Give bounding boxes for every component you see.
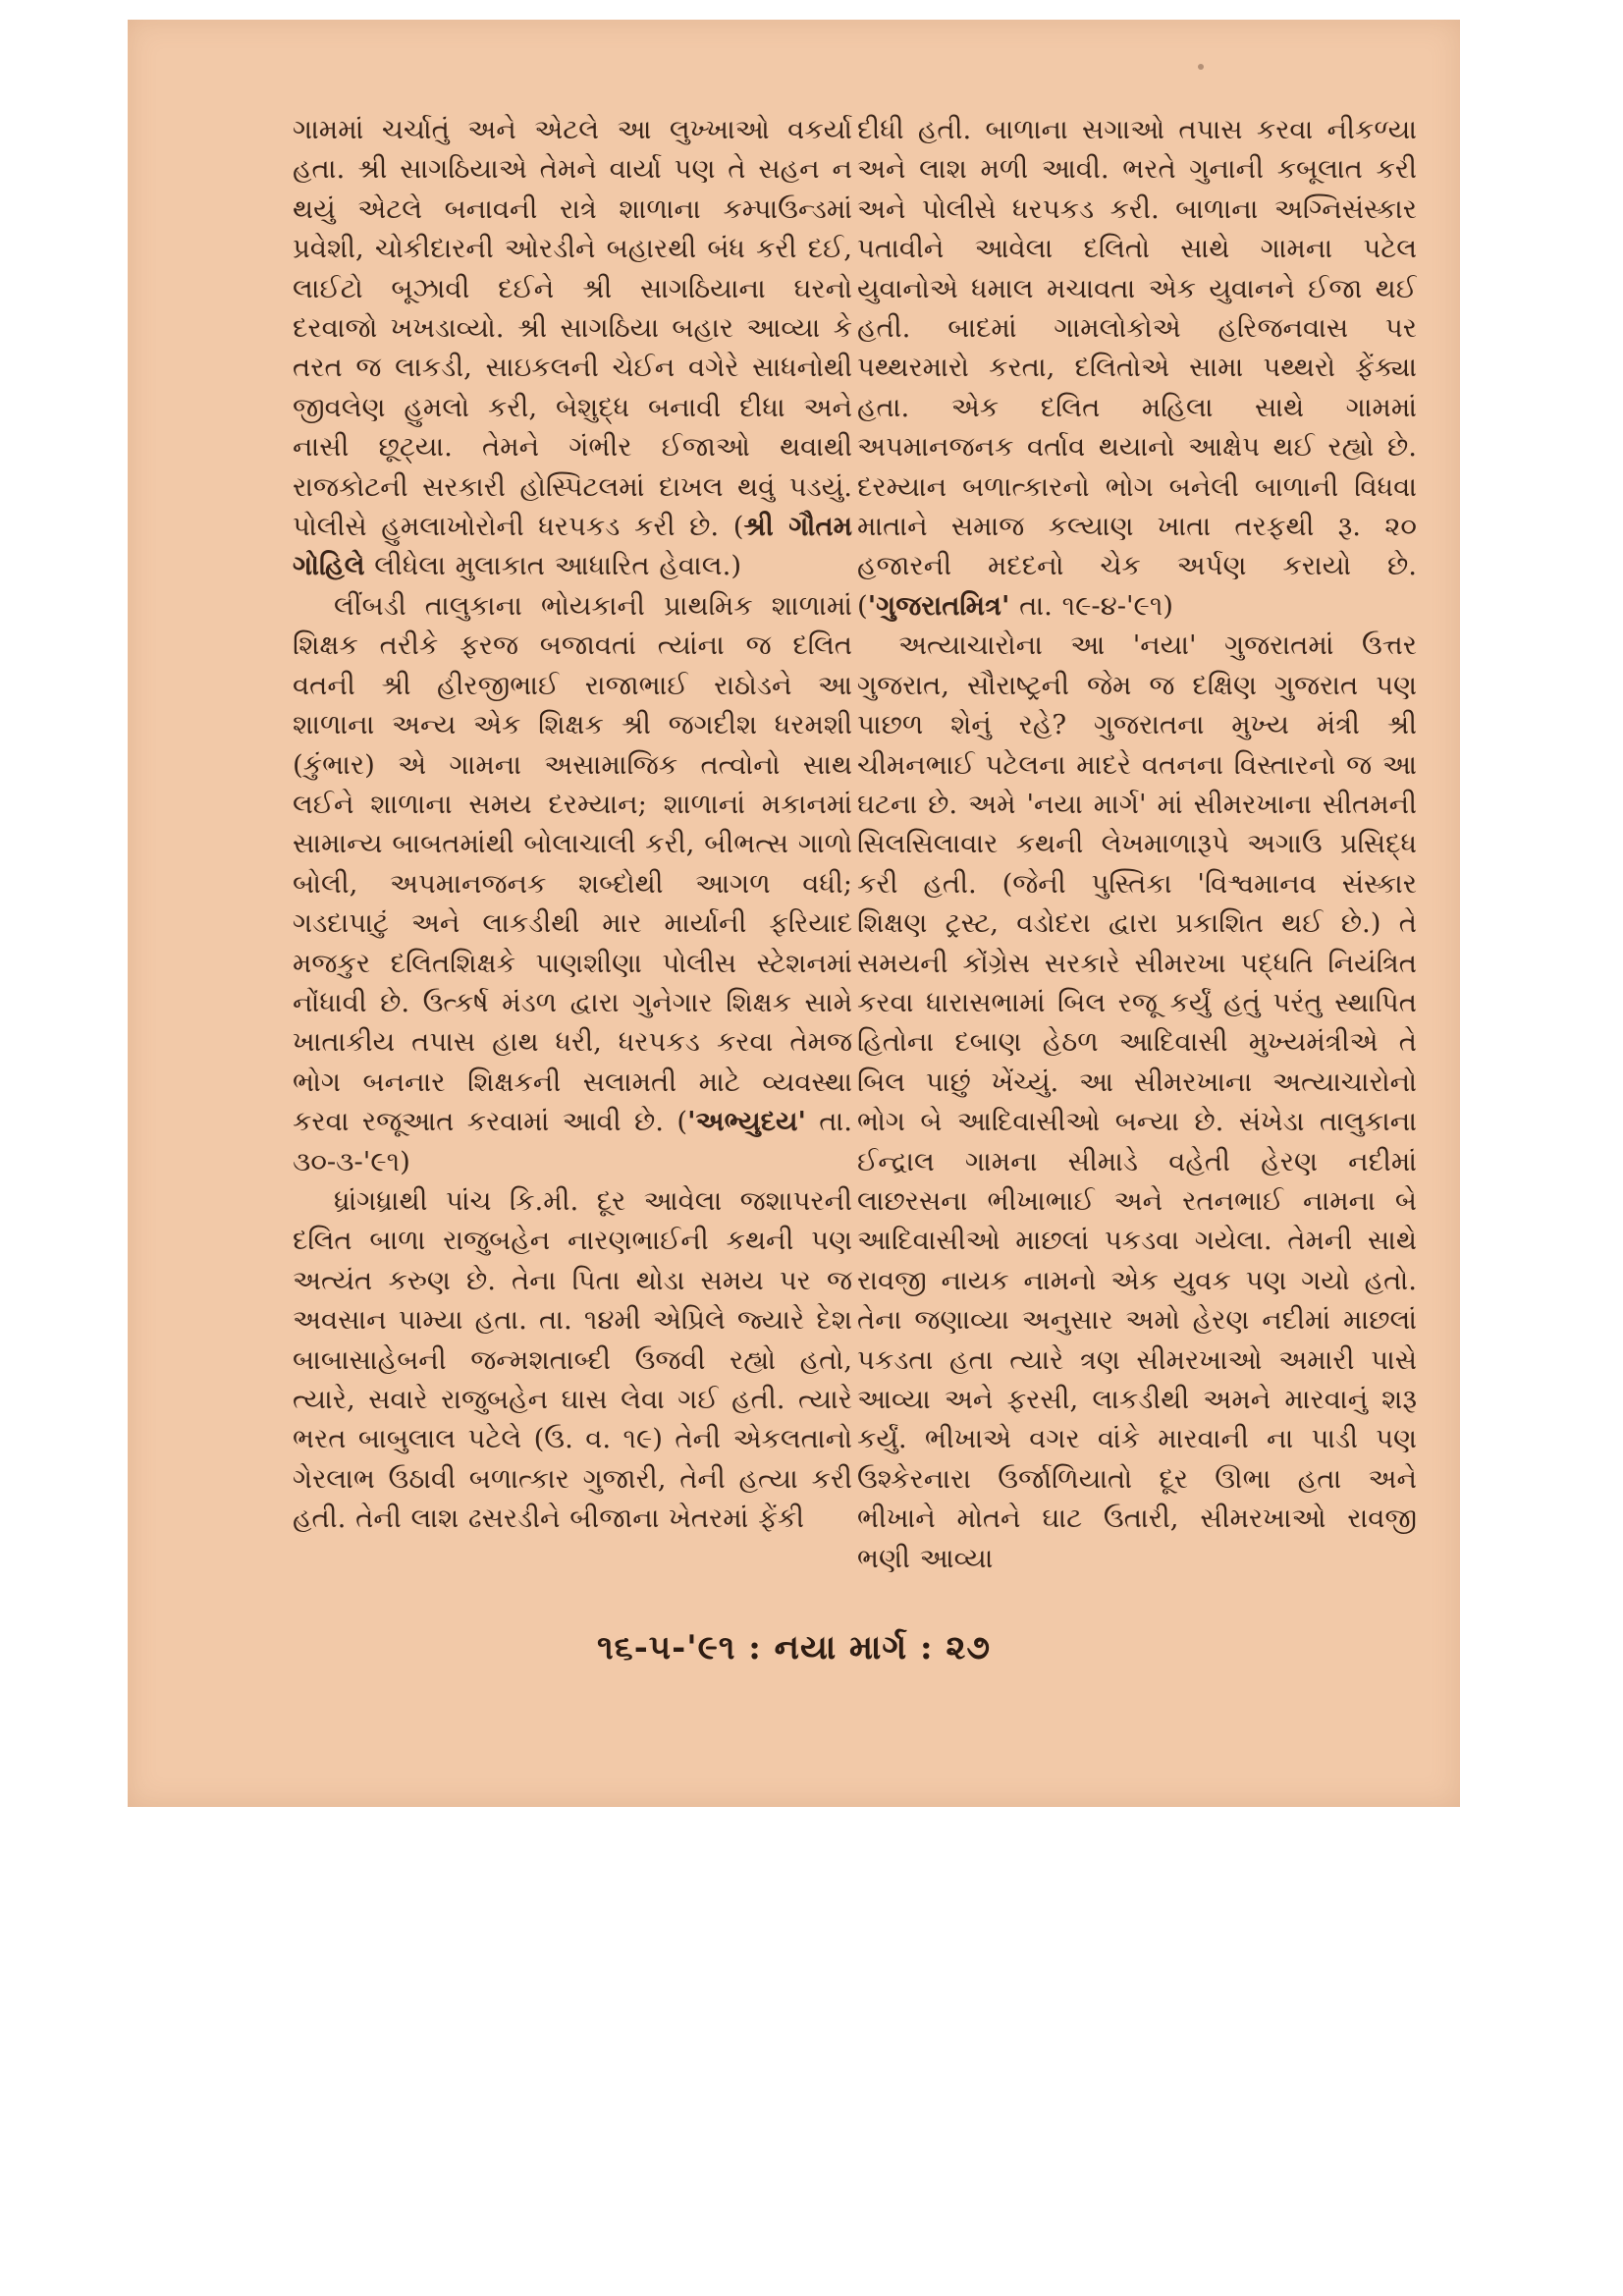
left-paragraph-1-text: ગામમાં ચર્ચાતું અને એટલે આ લુખ્ખાઓ વકર્યા હતા. શ્રી સાગઠિયાએ તેમને વાર્યા પણ તે સહન ન થયું એટલે બનાવની રાત્રે શાળાના કમ્પાઉન્ડમાં પ્રવેશી, ચોકીદારની ઓરડીને બહારથી બંધ કરી દઈ, લાઈટો બૂઝાવી દઈને શ્રી સાગઠિયાના ઘરનો દરવાજો ખખડાવ્યો. શ્રી સાગઠિયા બહાર આવ્યા કે તરત જ લાકડી, સાઇકલની ચેઈન વગેરે સાધનોથી જીવલેણ હુમલો કરી, બેશુદ્ધ બનાવી દીધા અને નાસી છૂટ્યા. તેમને ગંભીર ઈજાઓ થવાથી રાજકોટની સરકારી હોસ્પિટલમાં દાખલ થવું પડયું. પોલીસે હુમલાખોરોની ધરપકડ કરી છે. ( (293, 114, 852, 543)
left-paragraph-3: ધ્રાંગધ્રાથી પાંચ કિ.મી. દૂર આવેલા જશાપરની દલિત બાળા રાજુબહેન નારણભાઈની કથની પણ અત્યંત કરુણ છે. તેના પિતા થોડા સમય પર જ અવસાન પામ્યા હતા. તા. ૧૪મી એપ્રિલે જ્યારે દેશ બાબાસાહેબની જન્મશતાબ્દી ઉજવી રહ્યો હતો, ત્યારે, સવારે રાજુબહેન ઘાસ લેવા ગઈ હતી. ત્યારે ભરત બાબુલાલ પટેલે (ઉ. વ. ૧૯) તેની એકલતાનો ગેરલાભ ઉઠાવી બળાત્કાર ગુજારી, તેની હત્યા કરી હતી. તેની લાશ ઢસરડીને બીજાના ખેતરમાં ફેંકી (293, 1184, 852, 1535)
left-paragraph-2-source: 'અભ્યુદય' (687, 1106, 806, 1138)
page-footer: ૧૬-૫-'૯૧ : નયા માર્ગ : ૨૭ (597, 1628, 991, 1667)
left-paragraph-1-source: શ્રી ગૌતમ ગોહિલે (293, 511, 852, 582)
scanned-page (128, 20, 1460, 1807)
left-column (293, 110, 852, 1642)
right-column (857, 110, 1417, 1642)
left-paragraph-2-text: લીંબડી તાલુકાના ભોયકાની પ્રાથમિક શાળામાં શિક્ષક તરીકે ફરજ બજાવતાં ત્યાંના જ દલિત વતની શ્રી હીરજીભાઈ રાજાભાઈ રાઠોડને આ શાળાના અન્ય એક શિક્ષક શ્રી જગદીશ ધરમશી (કુંભાર) એ ગામના અસામાજિક તત્વોનો સાથ લઈને શાળાના સમય દરમ્યાન; શાળાનાં મકાનમાં સામાન્ય બાબતમાંથી બોલાચાલી કરી, બીભત્સ ગાળો બોલી, અપમાનજનક શબ્દોથી આગળ વધી; ગડદાપાટું અને લાકડીથી માર માર્યાની ફરિયાદ મજકુર દલિતશિક્ષકે પાણશીણા પોલીસ સ્ટેશનમાં નોંધાવી છે. ઉત્કર્ષ મંડળ દ્વારા ગુનેગાર શિક્ષક સામે ખાતાકીય તપાસ હાથ ધરી, ધરપકડ કરવા તેમજ ભોગ બનનાર શિક્ષકની સલામતી માટે વ્યવસ્થા કરવા રજૂઆત કરવામાં આવી છે. ( (293, 589, 852, 1138)
right-paragraph-1-text: દીધી હતી. બાળાના સગાઓ તપાસ કરવા નીકળ્યા અને લાશ મળી આવી. ભરતે ગુનાની કબૂલાત કરી અને પોલીસે ધરપકડ કરી. બાળાના અગ્નિસંસ્કાર પતાવીને આવેલા દલિતો સાથે ગામના પટેલ યુવાનોએ ધમાલ મચાવતા એક યુવાનને ઈજા થઈ હતી. બાદમાં ગામલોકોએ હરિજનવાસ પર પથ્થરમારો કરતા, દલિતોએ સામા પથ્થરો ફેંક્યા હતા. એક દલિત મહિલા સાથે ગામમાં અપમાનજનક વર્તાવ થયાનો આક્ષેપ થઈ રહ્યો છે. દરમ્યાન બળાત્કારનો ભોગ બનેલી બાળાની વિધવા માતાને સમાજ કલ્યાણ ખાતા તરફથી રૂ. ૨૦ હજારની મદદનો ચેક અર્પણ કરાયો છે. ( (857, 114, 1417, 622)
left-paragraph-2-tail: તા. ૩૦-૩-'૯૧) (293, 1106, 852, 1177)
right-paragraph-1-tail: તા. ૧૯-૪-'૯૧) (1009, 589, 1174, 622)
left-paragraph-1-tail: લીધેલા મુલાકાત આધારિત હેવાલ.) (364, 550, 742, 582)
ink-speck (1198, 64, 1204, 70)
right-paragraph-1 (857, 110, 1417, 626)
right-paragraph-1-source: 'ગુજરાતમિત્ર' (867, 589, 1010, 622)
right-paragraph-2: અત્યાચારોના આ 'નયા' ગુજરાતમાં ઉત્તર ગુજરાત, સૌરાષ્ટ્રની જેમ જ દક્ષિણ ગુજરાત પણ પાછળ શેનું રહે? ગુજરાતના મુખ્ય મંત્રી શ્રી ચીમનભાઈ પટેલના માદરે વતનના વિસ્તારનો જ આ ઘટના છે. અમે 'નયા માર્ગ' માં સીમરખાના સીતમની સિલસિલાવાર કથની લેખમાળારૂપે અગાઉ પ્રસિદ્ધ કરી હતી. (જેની પુસ્તિકા 'વિશ્વમાનવ સંસ્કાર શિક્ષણ ટ્રસ્ટ, વડોદરા દ્વારા પ્રકાશિત થઈ છે.) તે સમયની કોંગ્રેસ સરકારે સીમરખા પદ્ધતિ નિયંત્રિત કરવા ધારાસભામાં બિલ રજૂ કર્યું હતું પરંતુ સ્થાપિત હિતોના દબાણ હેઠળ આદિવાસી મુખ્યમંત્રીએ તે બિલ પાછું ખેંચ્યું. આ સીમરખાના અત્યાચારોનો ભોગ બે આદિવાસીઓ બન્યા છે. સંખેડા તાલુકાના ઈન્દ્રાલ ગામના સીમાડે વહેતી હેરણ નદીમાં લાછરસના ભીખાભાઈ અને રતનભાઈ નામના બે આદિવાસીઓ માછલાં પકડવા ગયેલા. તેમની સાથે રાવજી નાયક નામનો એક યુવક પણ ગયો હતો. તેના જણાવ્યા અનુસાર અમો હેરણ નદીમાં માછલાં પકડતા હતા ત્યારે ત્રણ સીમરખાઓ અમારી પાસે આવ્યા અને ફરસી, લાકડીથી અમને મારવાનું શરૂ કર્યું. ભીખાએ વગર વાંકે મારવાની ના પાડી પણ ઉશ્કેરનારા ઉર્જાળિયાતો દૂર ઊભા હતા અને ભીખાને મોતને ઘાટ ઉતારી, સીમરખાઓ રાવજી ભણી આવ્યા (857, 629, 1417, 1574)
left-paragraph-1 (293, 110, 852, 586)
left-paragraph-2 (293, 586, 852, 1181)
